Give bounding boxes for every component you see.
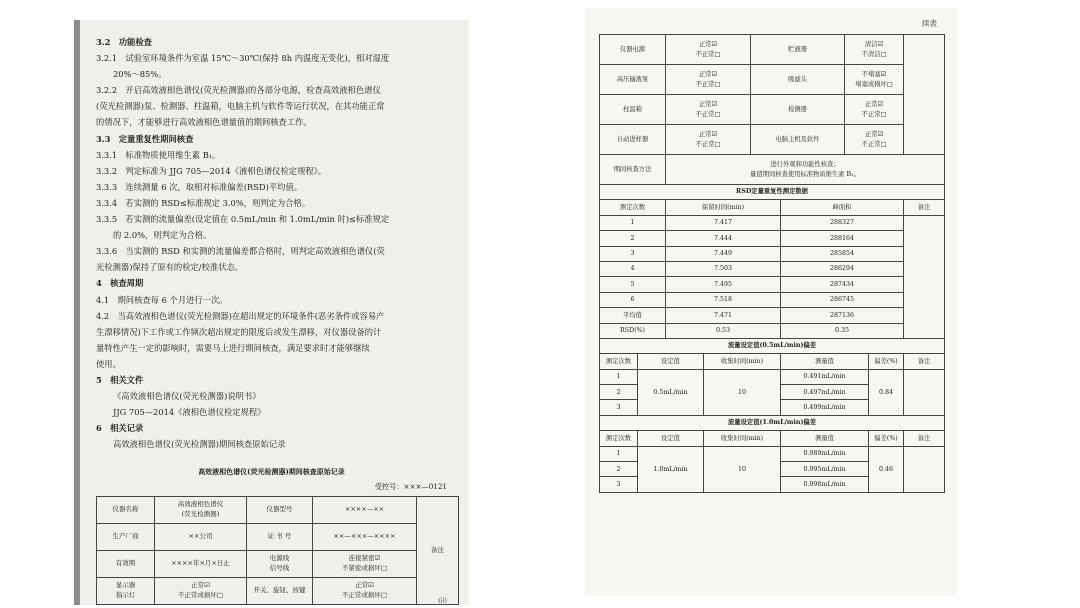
cell-text: 测定次数	[605, 434, 632, 442]
table-cell	[600, 354, 638, 369]
table-cell	[600, 338, 945, 353]
cell-text: 收集时间(min)	[720, 434, 764, 442]
table-cell	[904, 446, 945, 492]
cell-text: 自动进样器	[616, 135, 649, 143]
table-cell	[781, 446, 869, 461]
table-cell	[845, 65, 904, 95]
table-cell	[600, 185, 945, 200]
cell-text: 4	[630, 265, 635, 273]
table-cell	[600, 95, 666, 125]
cell-text: 288164	[829, 234, 855, 242]
cell-text: 0.989mL/min	[803, 450, 846, 458]
table-cell	[904, 35, 945, 155]
table-cell	[600, 415, 945, 430]
table-cell	[845, 125, 904, 155]
table-cell	[751, 125, 845, 155]
table-row	[600, 35, 945, 65]
table-cell	[904, 200, 945, 215]
table-row	[600, 369, 945, 384]
cell-text: (荧光检测器)	[181, 510, 220, 518]
text-line: (荧光检测器)泵、检测器、柱温箱，电脑主机与软件等运行状况，在其功能正常	[96, 101, 385, 112]
table-cell	[247, 551, 313, 578]
table-cell	[869, 446, 904, 492]
cell-text: 0.998mL/min	[803, 480, 846, 488]
cell-text: 7.503	[713, 265, 733, 273]
cell-text: 正常☑	[698, 101, 718, 109]
cell-text: 10	[737, 465, 746, 473]
cell-text: 2	[616, 465, 621, 473]
table-row	[600, 125, 945, 155]
table-cell	[600, 446, 638, 461]
cell-text: ××—×××—××××	[333, 532, 396, 541]
table-row	[600, 246, 945, 261]
cell-text: 0.84	[879, 388, 894, 396]
table-cell	[600, 231, 666, 246]
cell-text: 高压输液泵	[616, 75, 649, 83]
cell-text: 7.495	[713, 280, 733, 288]
table-cell	[845, 35, 904, 65]
table-cell	[247, 497, 313, 524]
table-cell	[247, 578, 313, 605]
table-cell	[751, 95, 845, 125]
cell-text: 备注	[431, 545, 444, 554]
cell-text: 偏差(%)	[874, 357, 898, 365]
table-cell	[781, 200, 904, 215]
text-line: 20%～85%。	[113, 69, 167, 80]
left-document-page	[74, 20, 469, 605]
cell-text: 备注	[917, 203, 931, 211]
cell-text: 贮液器	[788, 45, 807, 53]
cell-text: 仪器型号	[266, 505, 293, 514]
text-line: 4.1 期间核查每 6 个月进行一次。	[96, 294, 228, 305]
cell-text: 0.499mL/min	[803, 403, 846, 411]
cell-text: 不正常□	[695, 50, 721, 58]
cell-text: 0.491mL/min	[803, 373, 846, 381]
table-row	[600, 338, 945, 353]
table-cell	[97, 524, 155, 551]
cell-text: 0.35	[834, 326, 850, 334]
table-cell	[704, 431, 781, 446]
table-cell	[666, 308, 781, 323]
cell-text: 不正常□	[861, 110, 887, 118]
cell-text: 仪器名称	[112, 505, 139, 514]
left-page-text	[96, 34, 458, 452]
cell-text: 清洁☑	[864, 41, 884, 49]
continued-label: 续表	[922, 19, 937, 28]
cell-text: 偏差(%)	[874, 434, 898, 442]
table-row	[600, 200, 945, 215]
table-cell	[638, 354, 704, 369]
cell-text: 1	[616, 450, 621, 458]
table-row	[97, 497, 459, 524]
table-cell	[600, 125, 666, 155]
table-cell	[781, 400, 869, 415]
cell-text: ××××年×月×日止	[171, 559, 230, 568]
table-cell	[704, 446, 781, 492]
text-line: 高效液相色谱仪(荧光检测器)期间核查原始记录	[113, 439, 286, 450]
cell-text: 不清洁□	[861, 50, 887, 58]
cell-text: 0.46	[879, 465, 894, 473]
table-row	[600, 185, 945, 200]
table-row	[600, 446, 945, 461]
table-row	[97, 551, 459, 578]
cell-text: 正常☑	[355, 581, 374, 590]
table-cell	[781, 354, 869, 369]
table-cell	[638, 369, 704, 415]
table-row	[600, 292, 945, 307]
cell-text: 7.518	[713, 296, 733, 304]
table-row	[600, 277, 945, 292]
table-cell	[666, 200, 781, 215]
section-heading: 4 核查周期	[96, 278, 144, 289]
table-row	[97, 524, 459, 551]
cell-text: ××××—××	[344, 505, 385, 514]
cell-text: 2	[630, 234, 635, 242]
table-row	[600, 431, 945, 446]
cell-text: 信号线	[269, 564, 290, 572]
cell-text: 设定值	[661, 434, 680, 442]
cell-text: 量值期间核查使用标准物质维生素 B₁。	[750, 170, 860, 178]
cell-text: 1	[630, 219, 635, 227]
cell-text: 0.53	[715, 326, 731, 334]
cell-text: 288327	[829, 219, 855, 227]
table-row	[600, 231, 945, 246]
table-cell	[600, 65, 666, 95]
text-line: 3.3.4 若实测的 RSD≤标准规定 3.0%，则判定为合格。	[96, 197, 311, 208]
table-cell	[666, 231, 781, 246]
cell-text: 收集时间(min)	[720, 357, 764, 365]
cell-text: 0.497mL/min	[803, 388, 846, 396]
table-cell	[781, 215, 904, 230]
right-record-table	[599, 34, 945, 493]
table-row	[600, 261, 945, 276]
cell-text: 正常☑	[698, 41, 718, 49]
table-cell	[600, 369, 638, 384]
table-cell	[417, 497, 459, 605]
table-cell	[666, 246, 781, 261]
cell-text: 不正常□	[695, 140, 721, 148]
cell-text: 1	[616, 373, 621, 381]
cell-text: 流量设定值(0.5mL/min)偏差	[728, 342, 817, 350]
text-line: 《高效液相色谱仪(荧光检测器)说明书》	[113, 391, 261, 402]
cell-text: 检测器	[788, 105, 807, 113]
table-row	[600, 323, 945, 338]
table-cell	[781, 431, 869, 446]
text-line: 3.2.2 开启高效液相色谱仪(荧光检测器)的各部分电源，检查高效液相色谱仪	[96, 85, 381, 96]
table-cell	[666, 65, 751, 95]
cell-text: 测量值	[815, 357, 834, 365]
table-cell	[600, 308, 666, 323]
cell-text: 3	[616, 403, 621, 411]
cell-text: RSD定量重复性测定数据	[736, 188, 808, 196]
cell-text: 开关、旋钮、按键	[253, 586, 306, 595]
cell-text: 期间核查方法	[613, 165, 652, 173]
cell-text: 286294	[829, 265, 855, 273]
table-cell	[313, 497, 417, 524]
cell-text: 测定次数	[605, 357, 632, 365]
table-cell	[600, 200, 666, 215]
text-line: 的情况下，才能够进行高效液相色谱量值的期间核查工作。	[96, 117, 312, 128]
cell-text: 3	[630, 250, 635, 258]
table-cell	[600, 323, 666, 338]
table-cell	[600, 277, 666, 292]
record-number: 受控号：×××—0121	[374, 482, 447, 491]
table-cell	[600, 155, 666, 185]
cell-text: 7.471	[713, 311, 733, 319]
table-row	[600, 308, 945, 323]
table-cell	[781, 323, 904, 338]
table-row	[600, 65, 945, 95]
cell-text: 高效液相色谱仪	[177, 500, 224, 509]
cell-text: 备注	[917, 357, 931, 365]
text-line: 3.3.3 连续测量 6 次，取相对标准偏差(RSD)平均值。	[96, 181, 303, 192]
table-cell	[666, 261, 781, 276]
cell-text: 备注	[917, 434, 931, 442]
cell-text: 正常☑	[864, 101, 884, 109]
cell-text: 5	[630, 280, 635, 288]
cell-text: 287434	[829, 280, 855, 288]
section-heading: 5 相关文件	[96, 374, 144, 385]
table-cell	[600, 35, 666, 65]
table-cell	[904, 431, 945, 446]
text-line: 的 2.0%，则判定为合格。	[113, 230, 212, 241]
cell-text: 峰面积	[832, 203, 852, 211]
table-cell	[781, 292, 904, 307]
cell-text: 7.444	[713, 234, 733, 242]
table-cell	[666, 292, 781, 307]
cell-text: 测定次数	[619, 203, 646, 211]
cell-text: 连接紧密☑	[348, 554, 381, 563]
cell-text: 286745	[829, 296, 855, 304]
section-heading: 3.2 功能检查	[96, 37, 152, 47]
table-cell	[97, 497, 155, 524]
table-cell	[781, 462, 869, 477]
cell-text: 10	[737, 388, 746, 396]
cell-text: 堵塞或损坏□	[855, 80, 893, 88]
section-heading: 3.3 定量重复性期间核查	[96, 133, 194, 144]
table-cell	[781, 246, 904, 261]
table-cell	[904, 369, 945, 415]
cell-text: 平均值	[623, 311, 642, 319]
table-row	[600, 95, 945, 125]
page-number: 60	[438, 597, 447, 605]
cell-text: RSD(%)	[620, 326, 645, 334]
table-cell	[600, 431, 638, 446]
table-cell	[247, 524, 313, 551]
cell-text: 保留时间(min)	[701, 203, 745, 211]
table-cell	[600, 215, 666, 230]
table-cell	[781, 261, 904, 276]
cell-text: 显示器	[115, 581, 136, 590]
table-cell	[313, 524, 417, 551]
table-cell	[781, 369, 869, 384]
cell-text: 设定值	[661, 357, 680, 365]
cell-text: 吸滤头	[788, 75, 807, 83]
text-line: JJG 705—2014《液相色谱仪检定规程》	[113, 407, 266, 418]
cell-text: 不正常□	[861, 140, 887, 148]
table-cell	[600, 385, 638, 400]
table-cell	[638, 431, 704, 446]
cell-text: 柱温箱	[623, 105, 642, 113]
text-line: 使用。	[96, 358, 121, 369]
cell-text: 电源线	[269, 554, 290, 563]
table-cell	[155, 578, 247, 605]
table-cell	[600, 261, 666, 276]
cell-text: 指示灯	[115, 591, 136, 599]
left-record-table	[96, 496, 459, 605]
table-cell	[600, 292, 666, 307]
table-cell	[751, 35, 845, 65]
table-cell	[313, 551, 417, 578]
cell-text: 1.0mL/min	[653, 465, 688, 473]
cell-text: 证 书 号	[267, 532, 292, 541]
cell-text: 正常☑	[698, 131, 718, 139]
cell-text: 有效期	[115, 559, 136, 568]
table-cell	[704, 354, 781, 369]
table-cell	[781, 385, 869, 400]
table-cell	[781, 231, 904, 246]
table-cell	[600, 246, 666, 261]
cell-text: 不正常或损坏□	[177, 591, 224, 599]
table-cell	[781, 477, 869, 492]
text-line: 3.3.1 标准物质使用维生素 B₁。	[96, 149, 221, 160]
record-title: 高效液相色谱仪(荧光检测器)期间核查原始记录	[198, 467, 345, 476]
table-cell	[155, 497, 247, 524]
table-row	[600, 215, 945, 230]
text-line: 3.2.1 试验室环境条件为室温 15℃～30℃(保持 8h 内温度无变化)，相对湿度	[96, 53, 390, 64]
cell-text: 7.449	[713, 250, 733, 258]
cell-text: 不正常□	[695, 80, 721, 88]
table-cell	[155, 524, 247, 551]
table-cell	[869, 431, 904, 446]
table-cell	[600, 400, 638, 415]
table-row	[600, 354, 945, 369]
text-line: 光检测器)保持了原有的检定/校准状态。	[96, 262, 244, 273]
table-cell	[313, 578, 417, 605]
table-row	[600, 155, 945, 185]
cell-text: 不正常□	[695, 110, 721, 118]
text-line: 4.2 当高效液相色谱仪(荧光检测器)在超出规定的环境条件(恶劣条件或容易产	[96, 310, 385, 321]
cell-text: 仪器电源	[619, 45, 646, 53]
page-edge-shadow	[74, 20, 80, 605]
table-cell	[666, 215, 781, 230]
table-cell	[600, 462, 638, 477]
cell-text: 3	[616, 480, 621, 488]
table-cell	[97, 578, 155, 605]
text-line: 3.3.2 判定标准为 JJG 705—2014《液相色谱仪检定规程》。	[96, 165, 327, 176]
table-cell	[155, 551, 247, 578]
table-row	[600, 415, 945, 430]
table-cell	[904, 354, 945, 369]
cell-text: 正常☑	[191, 581, 210, 590]
cell-text: 6	[630, 296, 635, 304]
cell-text: 285854	[829, 250, 855, 258]
table-cell	[781, 308, 904, 323]
text-line: 3.3.6 当实测的 RSD 和实测的流量偏差都合格时，则判定高效液相色谱仪(荧	[96, 246, 385, 257]
table-cell	[666, 277, 781, 292]
table-row	[97, 578, 459, 605]
cell-text: 0.995mL/min	[803, 465, 846, 473]
right-document-page	[585, 8, 957, 596]
cell-text: 测量值	[815, 434, 834, 442]
cell-text: 生产厂商	[112, 532, 139, 541]
cell-text: 电脑主机及软件	[775, 135, 820, 143]
cell-text: 正常☑	[698, 71, 718, 79]
table-cell	[869, 369, 904, 415]
text-line: 量特性产生一定的影响时，需要马上进行期间核查，满足要求时才能够继续	[96, 342, 370, 353]
text-line: 3.3.5 若实测的流量偏差(设定值在 0.5mL/min 和 1.0mL/min 时)≤标准规定	[96, 214, 390, 225]
table-cell	[704, 369, 781, 415]
cell-text: 不堵塞☑	[861, 71, 887, 79]
table-cell	[666, 125, 751, 155]
table-cell	[781, 277, 904, 292]
cell-text: 进行外观和功能性核查；	[770, 161, 840, 169]
table-cell	[97, 551, 155, 578]
table-cell	[869, 354, 904, 369]
cell-text: 不紧密或损坏□	[341, 564, 388, 572]
cell-text: 0.5mL/min	[653, 388, 688, 396]
table-cell	[751, 65, 845, 95]
cell-text: 正常☑	[864, 131, 884, 139]
table-cell	[666, 155, 945, 185]
text-line: 生漂移情况)下工作或工作频次超出规定的限度后或发生漂移，对仪器设备的计	[96, 326, 382, 337]
cell-text: ××公司	[188, 532, 213, 541]
cell-text: 流量设定值(1.0mL/min)偏差	[728, 419, 817, 427]
section-heading: 6 相关记录	[96, 423, 144, 434]
table-cell	[904, 215, 945, 338]
table-cell	[666, 35, 751, 65]
table-cell	[666, 95, 751, 125]
table-cell	[666, 323, 781, 338]
table-cell	[638, 446, 704, 492]
table-cell	[845, 95, 904, 125]
cell-text: 287136	[829, 311, 855, 319]
cell-text: 2	[616, 388, 621, 396]
cell-text: 7.417	[713, 219, 733, 227]
table-cell	[600, 477, 638, 492]
cell-text: 不正常或损坏□	[341, 591, 388, 599]
